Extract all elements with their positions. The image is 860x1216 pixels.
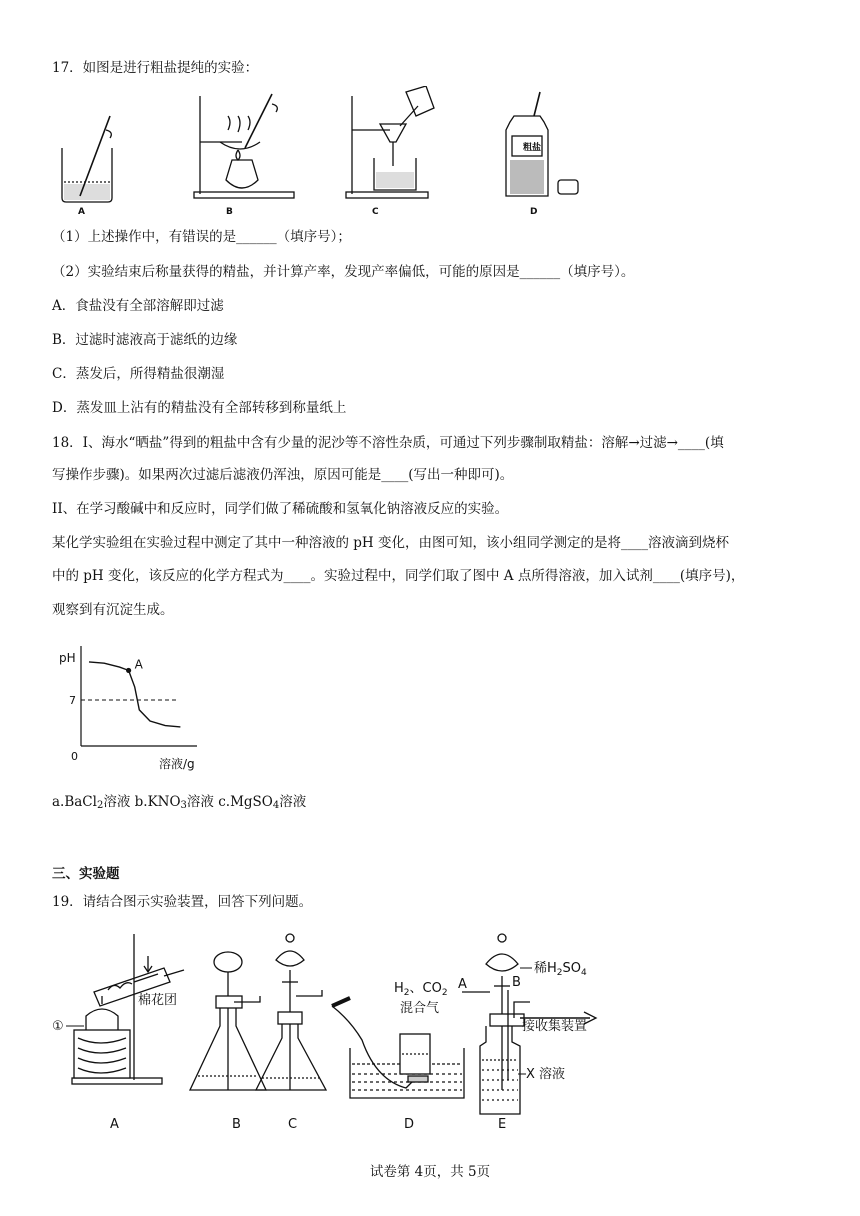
ph-chart xyxy=(55,640,235,780)
beaker-stirring-illustration xyxy=(62,116,112,202)
y-tick-7: 7 xyxy=(69,694,76,707)
reagent-b-sub: 3 xyxy=(180,800,187,811)
valve-b-label: B xyxy=(512,975,521,990)
apparatus-c-flask xyxy=(256,934,326,1090)
q17-option-d: D．蒸发皿上沾有的精盐没有全部转移到称量纸上 xyxy=(52,400,347,416)
q17-part2: （2）实验结束后称量获得的精盐，并计算产率，发现产率偏低，可能的原因是______（填序号）。 xyxy=(52,264,635,280)
q18-line1: 18．I、海水“晒盐”得到的粗盐中含有少量的泥沙等不溶性杂质，可通过下列步骤制取精盐：溶解→过滤→____(填 xyxy=(52,435,724,451)
jar-label: 粗盐 xyxy=(523,143,542,153)
gas-label: $H_2$、$CO_2$ xyxy=(394,981,448,998)
fig-label-b: B xyxy=(226,207,233,217)
q17-option-c: C．蒸发后，所得精盐很潮湿 xyxy=(52,366,225,382)
q19-label-e: E xyxy=(498,1117,507,1132)
q19-figure xyxy=(50,930,670,1140)
q17-stem: 17．如图是进行粗盐提纯的实验： xyxy=(52,60,259,76)
q17-option-a: A．食盐没有全部溶解即过滤 xyxy=(52,298,224,314)
q18-line4: 某化学实验组在实验过程中测定了其中一种溶液的 pH 变化，由图可知，该小组同学测定的是将____溶液滴到烧杯 xyxy=(52,535,729,551)
page-footer: 试卷第 4页，共 5页 xyxy=(369,1164,491,1180)
x-axis-label: 溶液/g xyxy=(159,757,195,771)
q18-line3: II、在学习酸碱中和反应时，同学们做了稀硫酸和氢氧化钠溶液反应的实验。 xyxy=(52,501,509,517)
apparatus-d-trough xyxy=(332,998,464,1098)
q17-part1: （1）上述操作中，有错误的是______（填序号）； xyxy=(52,229,351,245)
fig-label-a: A xyxy=(78,207,85,217)
q19-label-c: C xyxy=(288,1117,298,1132)
q17-option-b: B．过滤时滤液高于滤纸的边缘 xyxy=(52,332,238,348)
ph-curve xyxy=(89,662,180,727)
fig-label-d: D xyxy=(530,207,538,217)
mixed-gas-label: 混合气 xyxy=(400,1001,440,1016)
cotton-label: 棉花团 xyxy=(138,993,178,1008)
q18-reagent-options xyxy=(52,792,306,816)
q18-line5: 中的 pH 变化，该反应的化学方程式为____。实验过程中，同学们取了图中 A 点所得溶液，加入试剂____(填序号)， xyxy=(52,568,745,584)
q18-line2: 写操作步骤)。如果两次过滤后滤液仍浑浊，原因可能是____(写出一种即可)。 xyxy=(52,467,514,483)
q19-label-b: B xyxy=(232,1117,241,1132)
apparatus-b-flask xyxy=(190,952,266,1090)
reagent-b-text: 溶液 b.KNO xyxy=(103,794,181,810)
q18-line6: 观察到有沉淀生成。 xyxy=(52,602,174,618)
q19-label-a: A xyxy=(110,1117,119,1132)
reagent-jar-illustration xyxy=(506,92,578,196)
acid-label: 稀$H_2SO_4$ xyxy=(534,961,587,978)
point-a-label: A xyxy=(134,657,143,672)
reagent-a-sub: 2 xyxy=(96,800,104,811)
point-a-marker xyxy=(126,668,131,673)
collector-label: 接收集装置 xyxy=(522,1019,588,1034)
reagent-c-text: 溶液 c.MgSO xyxy=(186,794,273,810)
q19-label-d: D xyxy=(404,1117,415,1132)
q19-stem: 19．请结合图示实验装置，回答下列问题。 xyxy=(52,894,313,910)
reagent-c-suffix: 溶液 xyxy=(279,794,307,810)
valve-a-label: A xyxy=(458,977,467,992)
fig-label-c: C xyxy=(372,207,379,217)
y-axis-label: pH xyxy=(59,651,76,665)
x-solution-label: X 溶液 xyxy=(526,1067,566,1082)
callout-1: ① xyxy=(52,1019,64,1034)
reagent-c-sub: 4 xyxy=(272,800,280,811)
reagent-a-text: a.BaCl xyxy=(52,794,97,810)
apparatus-a-heating xyxy=(72,934,184,1084)
evaporation-illustration xyxy=(194,94,294,198)
filtration-illustration xyxy=(346,86,434,198)
section-title: 三、实验题 xyxy=(52,866,120,882)
origin-label: 0 xyxy=(71,750,78,763)
q17-figure xyxy=(50,86,610,220)
